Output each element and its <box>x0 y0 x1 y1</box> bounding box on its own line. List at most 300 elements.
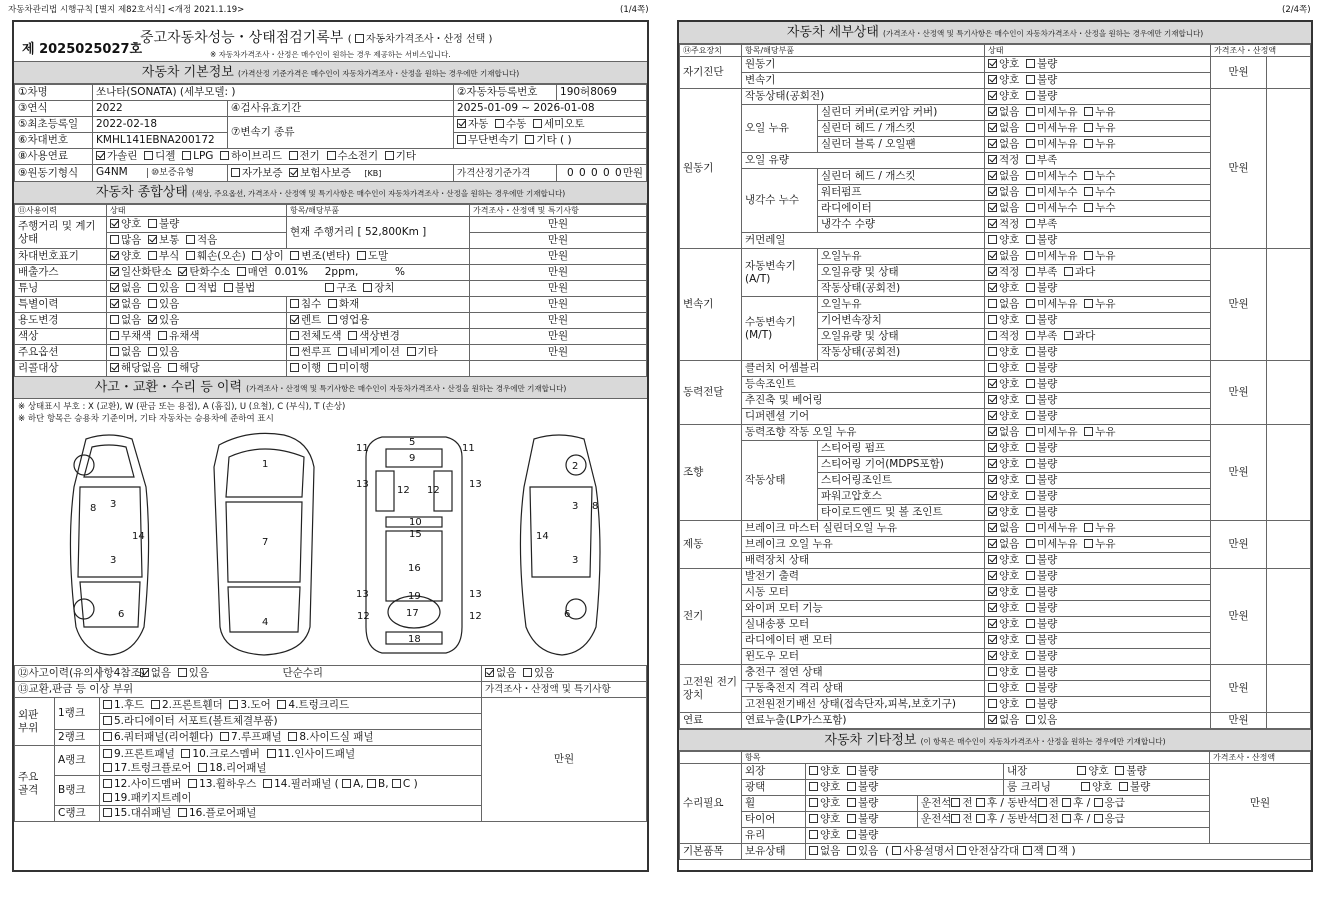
state-option-label: 불량 <box>1037 442 1058 454</box>
part-19-checkbox[interactable] <box>103 793 112 802</box>
option-navi-checkbox[interactable] <box>338 347 347 356</box>
usage-rent-checkbox[interactable] <box>290 315 299 324</box>
state-checkbox[interactable] <box>1084 251 1093 260</box>
state-checkbox[interactable] <box>988 715 997 724</box>
reg-no: 190허8069 <box>557 85 647 101</box>
mileage-state-1: 양호 불량 <box>107 217 287 233</box>
mileage-normal-checkbox[interactable] <box>148 235 157 244</box>
state-checkbox[interactable] <box>988 219 997 228</box>
state-checkbox[interactable] <box>1026 203 1035 212</box>
option-options: 없음 있음 <box>107 345 287 361</box>
reg-no-label: ②자동차등록번호 <box>454 85 557 101</box>
state-checkbox[interactable] <box>1026 395 1035 404</box>
state-checkbox[interactable] <box>1026 171 1035 180</box>
state-checkbox[interactable] <box>1026 235 1035 244</box>
state-checkbox[interactable] <box>1084 107 1093 116</box>
state-checkbox[interactable] <box>988 187 997 196</box>
detail-row <box>680 249 1311 265</box>
state-checkbox[interactable] <box>1026 251 1035 260</box>
state-checkbox[interactable] <box>1026 59 1035 68</box>
state-checkbox[interactable] <box>1026 507 1035 516</box>
state-checkbox[interactable] <box>1026 555 1035 564</box>
tire-position: 운전석 전 후 / 동반석 전 후 / 응급 <box>918 812 1210 828</box>
state-checkbox[interactable] <box>1026 699 1035 708</box>
state-checkbox[interactable] <box>1084 523 1093 532</box>
state-checkbox[interactable] <box>988 171 997 180</box>
exterior-ok-checkbox[interactable] <box>809 766 818 775</box>
tire-driver-front-checkbox[interactable] <box>951 814 960 823</box>
detail-row <box>680 425 1311 441</box>
wheel-pass-front-checkbox[interactable] <box>1038 798 1047 807</box>
state-checkbox[interactable] <box>1026 651 1035 660</box>
state-checkbox[interactable] <box>988 507 997 516</box>
part-13-checkbox[interactable] <box>188 779 197 788</box>
trans-other-checkbox[interactable] <box>525 135 534 144</box>
wheel-emergency-checkbox[interactable] <box>1094 798 1103 807</box>
exterior-bad-checkbox[interactable] <box>847 766 856 775</box>
gloss-ok-checkbox[interactable] <box>809 782 818 791</box>
vin-damage-checkbox[interactable] <box>186 251 195 260</box>
basic-items-options: 없음 있음 ( 사용설명서 안전삼각대 잭 잭 ) <box>806 844 1311 860</box>
vin: KMHL141EBNA200172 <box>93 133 228 149</box>
state-checkbox[interactable] <box>1064 267 1073 276</box>
detail-item: 기어변속장치 <box>818 313 985 329</box>
warranty-self-checkbox[interactable] <box>231 168 240 177</box>
usage-business-checkbox[interactable] <box>328 315 337 324</box>
svg-text:9: 9 <box>409 453 416 464</box>
state-checkbox[interactable] <box>988 411 997 420</box>
detail-state <box>985 393 1211 409</box>
state-checkbox[interactable] <box>988 267 997 276</box>
part-10-checkbox[interactable] <box>181 749 190 758</box>
state-option-label: 불량 <box>1037 362 1058 374</box>
state-checkbox[interactable] <box>1026 571 1035 580</box>
part-15-checkbox[interactable] <box>103 808 112 817</box>
svg-text:8: 8 <box>90 503 97 514</box>
state-checkbox[interactable] <box>1026 299 1035 308</box>
pillar-a-checkbox[interactable] <box>342 779 351 788</box>
detail-state <box>985 585 1211 601</box>
state-checkbox[interactable] <box>988 331 997 340</box>
fuel-gasoline-checkbox[interactable] <box>96 151 105 160</box>
detail-state <box>985 345 1211 361</box>
jack-checkbox[interactable] <box>1023 846 1032 855</box>
state-checkbox[interactable] <box>988 123 997 132</box>
trans-manual-checkbox[interactable] <box>495 119 504 128</box>
part-17-checkbox[interactable] <box>103 763 112 772</box>
state-checkbox[interactable] <box>988 251 997 260</box>
mileage-bad-checkbox[interactable] <box>148 219 157 228</box>
part-3-checkbox[interactable] <box>229 700 238 709</box>
state-option-label: 미세누수 <box>1037 186 1078 198</box>
emission-label: 배출가스 <box>15 265 107 281</box>
state-checkbox[interactable] <box>1026 491 1035 500</box>
engine-label: ⑨원동기형식 <box>15 165 93 182</box>
tire-bad-checkbox[interactable] <box>847 814 856 823</box>
state-option-label: 적정 <box>999 330 1020 342</box>
state-checkbox[interactable] <box>1026 187 1035 196</box>
state-checkbox[interactable] <box>1026 667 1035 676</box>
part-6-checkbox[interactable] <box>103 732 112 741</box>
detail-group-label: 원동기 <box>680 89 742 249</box>
state-checkbox[interactable] <box>1026 283 1035 292</box>
state-checkbox[interactable] <box>1026 139 1035 148</box>
state-checkbox[interactable] <box>1084 427 1093 436</box>
detail-item: 오일유량 및 상태 <box>818 329 985 345</box>
state-option-label: 미세누수 <box>1037 202 1078 214</box>
part-18-checkbox[interactable] <box>198 763 207 772</box>
trans-cvt-checkbox[interactable] <box>457 135 466 144</box>
simple-none-checkbox[interactable] <box>485 668 494 677</box>
rank1-items-2: 5.라디에이터 서포트(볼트체결부품) <box>100 714 482 730</box>
tuning-legal-checkbox[interactable] <box>186 283 195 292</box>
glass-options: 양호 불량 <box>806 828 1210 844</box>
state-checkbox[interactable] <box>988 587 997 596</box>
state-checkbox[interactable] <box>988 91 997 100</box>
color-price: 만원 <box>470 329 647 345</box>
interior-cell: 내장 양호 불량 <box>1004 764 1210 780</box>
tuning-yes-checkbox[interactable] <box>148 283 157 292</box>
option-other-checkbox[interactable] <box>407 347 416 356</box>
detail-state <box>985 89 1211 105</box>
state-option-label: 과다 <box>1074 330 1096 342</box>
part-16-checkbox[interactable] <box>178 808 187 817</box>
vin-diff-checkbox[interactable] <box>252 251 261 260</box>
fuel-lpg-checkbox[interactable] <box>182 151 191 160</box>
state-option-label: 부족 <box>1037 154 1058 166</box>
recall-done-checkbox[interactable] <box>290 363 299 372</box>
color-achromatic-checkbox[interactable] <box>110 331 119 340</box>
gloss-options: 양호 불량 <box>806 780 1004 796</box>
state-checkbox[interactable] <box>1026 219 1035 228</box>
state-checkbox[interactable] <box>1084 187 1093 196</box>
state-option-label: 누유 <box>1095 522 1116 534</box>
detail-state <box>985 553 1211 569</box>
special-none-checkbox[interactable] <box>110 299 119 308</box>
state-checkbox[interactable] <box>1026 459 1035 468</box>
repair-label: 수리필요 <box>680 764 742 844</box>
mileage-ok-checkbox[interactable] <box>110 219 119 228</box>
state-checkbox[interactable] <box>988 107 997 116</box>
outer-label: 외판 부위 <box>15 698 55 746</box>
special-yes-checkbox[interactable] <box>148 299 157 308</box>
state-checkbox[interactable] <box>988 667 997 676</box>
detail-state <box>985 697 1211 713</box>
color-full-paint-checkbox[interactable] <box>290 331 299 340</box>
interior-ok-checkbox[interactable] <box>1077 766 1086 775</box>
pillar-c-checkbox[interactable] <box>392 779 401 788</box>
state-option-label: 누유 <box>1095 122 1116 134</box>
fuel-other-checkbox[interactable] <box>385 151 394 160</box>
state-checkbox[interactable] <box>988 347 997 356</box>
state-checkbox[interactable] <box>1084 139 1093 148</box>
part-1-checkbox[interactable] <box>103 700 112 709</box>
part-7-checkbox[interactable] <box>220 732 229 741</box>
state-checkbox[interactable] <box>988 379 997 388</box>
mileage-high-checkbox[interactable] <box>110 235 119 244</box>
basic-info-heading: 자동차 기본정보 (가격산정 기준가격은 매수인이 자동차가격조사・산정을 원하는 경우에만 기재합니다) <box>14 62 647 84</box>
state-checkbox[interactable] <box>988 459 997 468</box>
state-checkbox[interactable] <box>988 699 997 708</box>
state-checkbox[interactable] <box>988 75 997 84</box>
wheel-bad-checkbox[interactable] <box>847 798 856 807</box>
accident-heading: 사고・교환・수리 등 이력 (가격조사・산정액 및 특기사항은 매수인이 자동차가격조사・산정을 원하는 경우에만 기재합니다) <box>14 377 647 399</box>
state-checkbox[interactable] <box>1084 171 1093 180</box>
svg-text:4: 4 <box>262 617 269 628</box>
state-option-label: 적정 <box>999 218 1020 230</box>
state-option-label: 불량 <box>1037 698 1058 710</box>
detail-group-price: 만원 <box>1211 665 1267 713</box>
state-checkbox[interactable] <box>1026 683 1035 692</box>
state-checkbox[interactable] <box>1026 715 1035 724</box>
state-checkbox[interactable] <box>988 363 997 372</box>
state-checkbox[interactable] <box>1026 603 1035 612</box>
tire-ok-checkbox[interactable] <box>809 814 818 823</box>
state-option-label: 있음 <box>1037 714 1058 726</box>
part-4-checkbox[interactable] <box>277 700 286 709</box>
state-checkbox[interactable] <box>1026 155 1035 164</box>
color-change-checkbox[interactable] <box>348 331 357 340</box>
mileage-price-2: 만원 <box>470 233 647 249</box>
basic-yes-checkbox[interactable] <box>847 846 856 855</box>
detail-state <box>985 665 1211 681</box>
state-checkbox[interactable] <box>1026 427 1035 436</box>
state-checkbox[interactable] <box>1026 523 1035 532</box>
state-checkbox[interactable] <box>988 299 997 308</box>
wheel-driver-front-checkbox[interactable] <box>951 798 960 807</box>
first-reg: 2022-02-18 <box>93 117 228 133</box>
state-checkbox[interactable] <box>1084 123 1093 132</box>
color-chromatic-checkbox[interactable] <box>158 331 167 340</box>
detail-group-price: 만원 <box>1211 57 1267 89</box>
state-checkbox[interactable] <box>988 427 997 436</box>
recall-na-checkbox[interactable] <box>110 363 119 372</box>
tuning-device-checkbox[interactable] <box>363 283 372 292</box>
vin-label: ⑥차대번호 <box>15 133 93 149</box>
state-checkbox[interactable] <box>1084 203 1093 212</box>
detail-state <box>985 233 1211 249</box>
state-checkbox[interactable] <box>1026 363 1035 372</box>
state-checkbox[interactable] <box>988 235 997 244</box>
recall-notdone-checkbox[interactable] <box>328 363 337 372</box>
tuning-illegal-checkbox[interactable] <box>224 283 233 292</box>
state-checkbox[interactable] <box>1026 443 1035 452</box>
law-reference: 자동차관리법 시행규칙 [별지 제82호서식] <개정 2021.1.19> <box>8 5 245 15</box>
vin-ok-checkbox[interactable] <box>110 251 119 260</box>
state-checkbox[interactable] <box>988 555 997 564</box>
state-checkbox[interactable] <box>1026 123 1035 132</box>
option-yes-checkbox[interactable] <box>148 347 157 356</box>
state-option-label: 불량 <box>1037 314 1058 326</box>
room-ok-checkbox[interactable] <box>1081 782 1090 791</box>
special-fire-checkbox[interactable] <box>328 299 337 308</box>
tuning-none-checkbox[interactable] <box>110 283 119 292</box>
detail-state <box>985 153 1211 169</box>
price-option-checkbox[interactable] <box>355 34 364 43</box>
state-checkbox[interactable] <box>1026 539 1035 548</box>
detail-state <box>985 505 1211 521</box>
state-option-label: 불량 <box>1037 554 1058 566</box>
col-state: 상태 <box>107 205 287 217</box>
state-checkbox[interactable] <box>988 59 997 68</box>
jack2-checkbox[interactable] <box>1047 846 1056 855</box>
wheel-pass-rear-checkbox[interactable] <box>1062 798 1071 807</box>
gloss-bad-checkbox[interactable] <box>847 782 856 791</box>
accident-history-label: ⑫사고이력(유의사항4참조) <box>15 666 100 682</box>
state-checkbox[interactable] <box>988 203 997 212</box>
state-checkbox[interactable] <box>1026 107 1035 116</box>
basic-none-checkbox[interactable] <box>809 846 818 855</box>
state-checkbox[interactable] <box>988 491 997 500</box>
vin-rust-checkbox[interactable] <box>148 251 157 260</box>
state-checkbox[interactable] <box>1026 267 1035 276</box>
tire-pass-rear-checkbox[interactable] <box>1062 814 1071 823</box>
state-checkbox[interactable] <box>1026 315 1035 324</box>
accident-yes-checkbox[interactable] <box>178 668 187 677</box>
detail-row <box>680 89 1311 105</box>
state-checkbox[interactable] <box>1026 75 1035 84</box>
rank2-label: 2랭크 <box>55 730 100 746</box>
state-checkbox[interactable] <box>988 603 997 612</box>
emission-price: 만원 <box>470 265 647 281</box>
usage-none-checkbox[interactable] <box>110 315 119 324</box>
mileage-low-checkbox[interactable] <box>186 235 195 244</box>
detail-group-note <box>1267 249 1311 361</box>
state-checkbox[interactable] <box>1026 379 1035 388</box>
state-checkbox[interactable] <box>1026 635 1035 644</box>
accident-none-checkbox[interactable] <box>140 668 149 677</box>
detail-state <box>985 377 1211 393</box>
fuel-hybrid-checkbox[interactable] <box>220 151 229 160</box>
state-checkbox[interactable] <box>988 155 997 164</box>
state-checkbox[interactable] <box>988 315 997 324</box>
fuel-electric-checkbox[interactable] <box>289 151 298 160</box>
pillar-b-checkbox[interactable] <box>367 779 376 788</box>
state-checkbox[interactable] <box>988 395 997 404</box>
state-option-label: 양호 <box>999 490 1020 502</box>
state-checkbox[interactable] <box>1026 331 1035 340</box>
detail-row <box>680 665 1311 681</box>
glass-bad-checkbox[interactable] <box>847 830 856 839</box>
detail-group-label: 동력전달 <box>680 361 742 425</box>
state-option-label: 불량 <box>1037 394 1058 406</box>
interior-bad-checkbox[interactable] <box>1115 766 1124 775</box>
simple-yes-checkbox[interactable] <box>523 668 532 677</box>
emission-smoke-checkbox[interactable] <box>237 267 246 276</box>
tire-driver-rear-checkbox[interactable] <box>976 814 985 823</box>
state-checkbox[interactable] <box>988 651 997 660</box>
rankB-items: 12.사이드멤버 13.휠하우스 14.필러패널 ( A, B, C ) 19.패키지트레이 <box>100 776 482 806</box>
state-checkbox[interactable] <box>1064 331 1073 340</box>
part-5-checkbox[interactable] <box>103 716 112 725</box>
fuel-diesel-checkbox[interactable] <box>144 151 153 160</box>
emission-hc-checkbox[interactable] <box>178 267 187 276</box>
detail-group-price: 만원 <box>1211 249 1267 361</box>
wheel-ok-checkbox[interactable] <box>809 798 818 807</box>
usage-yes-checkbox[interactable] <box>148 315 157 324</box>
mileage-label: 주행거리 및 계기상태 <box>15 217 107 249</box>
wheel-driver-rear-checkbox[interactable] <box>976 798 985 807</box>
state-checkbox[interactable] <box>988 283 997 292</box>
state-checkbox[interactable] <box>988 139 997 148</box>
vin-alter-checkbox[interactable] <box>290 251 299 260</box>
page-number-right: (2/4쪽) <box>1282 5 1311 15</box>
transmission-label: ⑦변속기 종류 <box>228 117 454 149</box>
state-checkbox[interactable] <box>988 635 997 644</box>
rank1-label: 1랭크 <box>55 698 100 730</box>
state-checkbox[interactable] <box>1026 587 1035 596</box>
tire-pass-front-checkbox[interactable] <box>1038 814 1047 823</box>
option-sunroof-checkbox[interactable] <box>290 347 299 356</box>
detail-item: 작동상태(공회전) <box>818 281 985 297</box>
tire-emergency-checkbox[interactable] <box>1094 814 1103 823</box>
state-checkbox[interactable] <box>1084 299 1093 308</box>
state-checkbox[interactable] <box>988 619 997 628</box>
emission-co-checkbox[interactable] <box>110 267 119 276</box>
exterior-label: 외장 <box>742 764 806 780</box>
year-label: ③연식 <box>15 101 93 117</box>
warranty-insurer-checkbox[interactable] <box>289 168 298 177</box>
manual-checkbox[interactable] <box>892 846 901 855</box>
state-checkbox[interactable] <box>988 475 997 484</box>
state-checkbox[interactable] <box>988 523 997 532</box>
part-2-checkbox[interactable] <box>151 700 160 709</box>
glass-ok-checkbox[interactable] <box>809 830 818 839</box>
state-option-label: 미세누유 <box>1037 538 1078 550</box>
trans-auto-checkbox[interactable] <box>457 119 466 128</box>
state-checkbox[interactable] <box>988 443 997 452</box>
state-option-label: 양호 <box>999 618 1020 630</box>
option-none-checkbox[interactable] <box>110 347 119 356</box>
part-12-checkbox[interactable] <box>103 779 112 788</box>
svg-text:14: 14 <box>536 531 549 542</box>
recall-yes-checkbox[interactable] <box>168 363 177 372</box>
fuel-hydrogen-checkbox[interactable] <box>327 151 336 160</box>
state-checkbox[interactable] <box>1084 539 1093 548</box>
detail-item: 브레이크 마스터 실린더오일 누유 <box>742 521 985 537</box>
part-11-checkbox[interactable] <box>267 749 276 758</box>
tuning-struct-checkbox[interactable] <box>325 283 334 292</box>
trans-semi-checkbox[interactable] <box>533 119 542 128</box>
detail-group-label: 조향 <box>680 425 742 521</box>
state-option-label: 양호 <box>999 378 1020 390</box>
part-8-checkbox[interactable] <box>288 732 297 741</box>
detail-state <box>985 569 1211 585</box>
state-checkbox[interactable] <box>988 683 997 692</box>
state-checkbox[interactable] <box>1026 411 1035 420</box>
other-col-item: 항목 <box>742 752 1210 764</box>
vin-smear-checkbox[interactable] <box>357 251 366 260</box>
state-checkbox[interactable] <box>988 571 997 580</box>
color-detail: 전체도색 색상변경 <box>287 329 470 345</box>
triangle-checkbox[interactable] <box>957 846 966 855</box>
part-9-checkbox[interactable] <box>103 749 112 758</box>
basic-items-state-label: 보유상태 <box>742 844 806 860</box>
state-checkbox[interactable] <box>988 539 997 548</box>
state-checkbox[interactable] <box>1026 91 1035 100</box>
state-checkbox[interactable] <box>1026 475 1035 484</box>
detail-state <box>985 713 1211 729</box>
room-bad-checkbox[interactable] <box>1119 782 1128 791</box>
state-checkbox[interactable] <box>1026 347 1035 356</box>
part-14-checkbox[interactable] <box>263 779 272 788</box>
special-flood-checkbox[interactable] <box>290 299 299 308</box>
simple-repair: 없음 있음 <box>482 666 647 682</box>
detail-item: 오일유량 및 상태 <box>818 265 985 281</box>
detail-item: 등속조인트 <box>742 377 985 393</box>
vin-price: 만원 <box>470 249 647 265</box>
state-checkbox[interactable] <box>1026 619 1035 628</box>
